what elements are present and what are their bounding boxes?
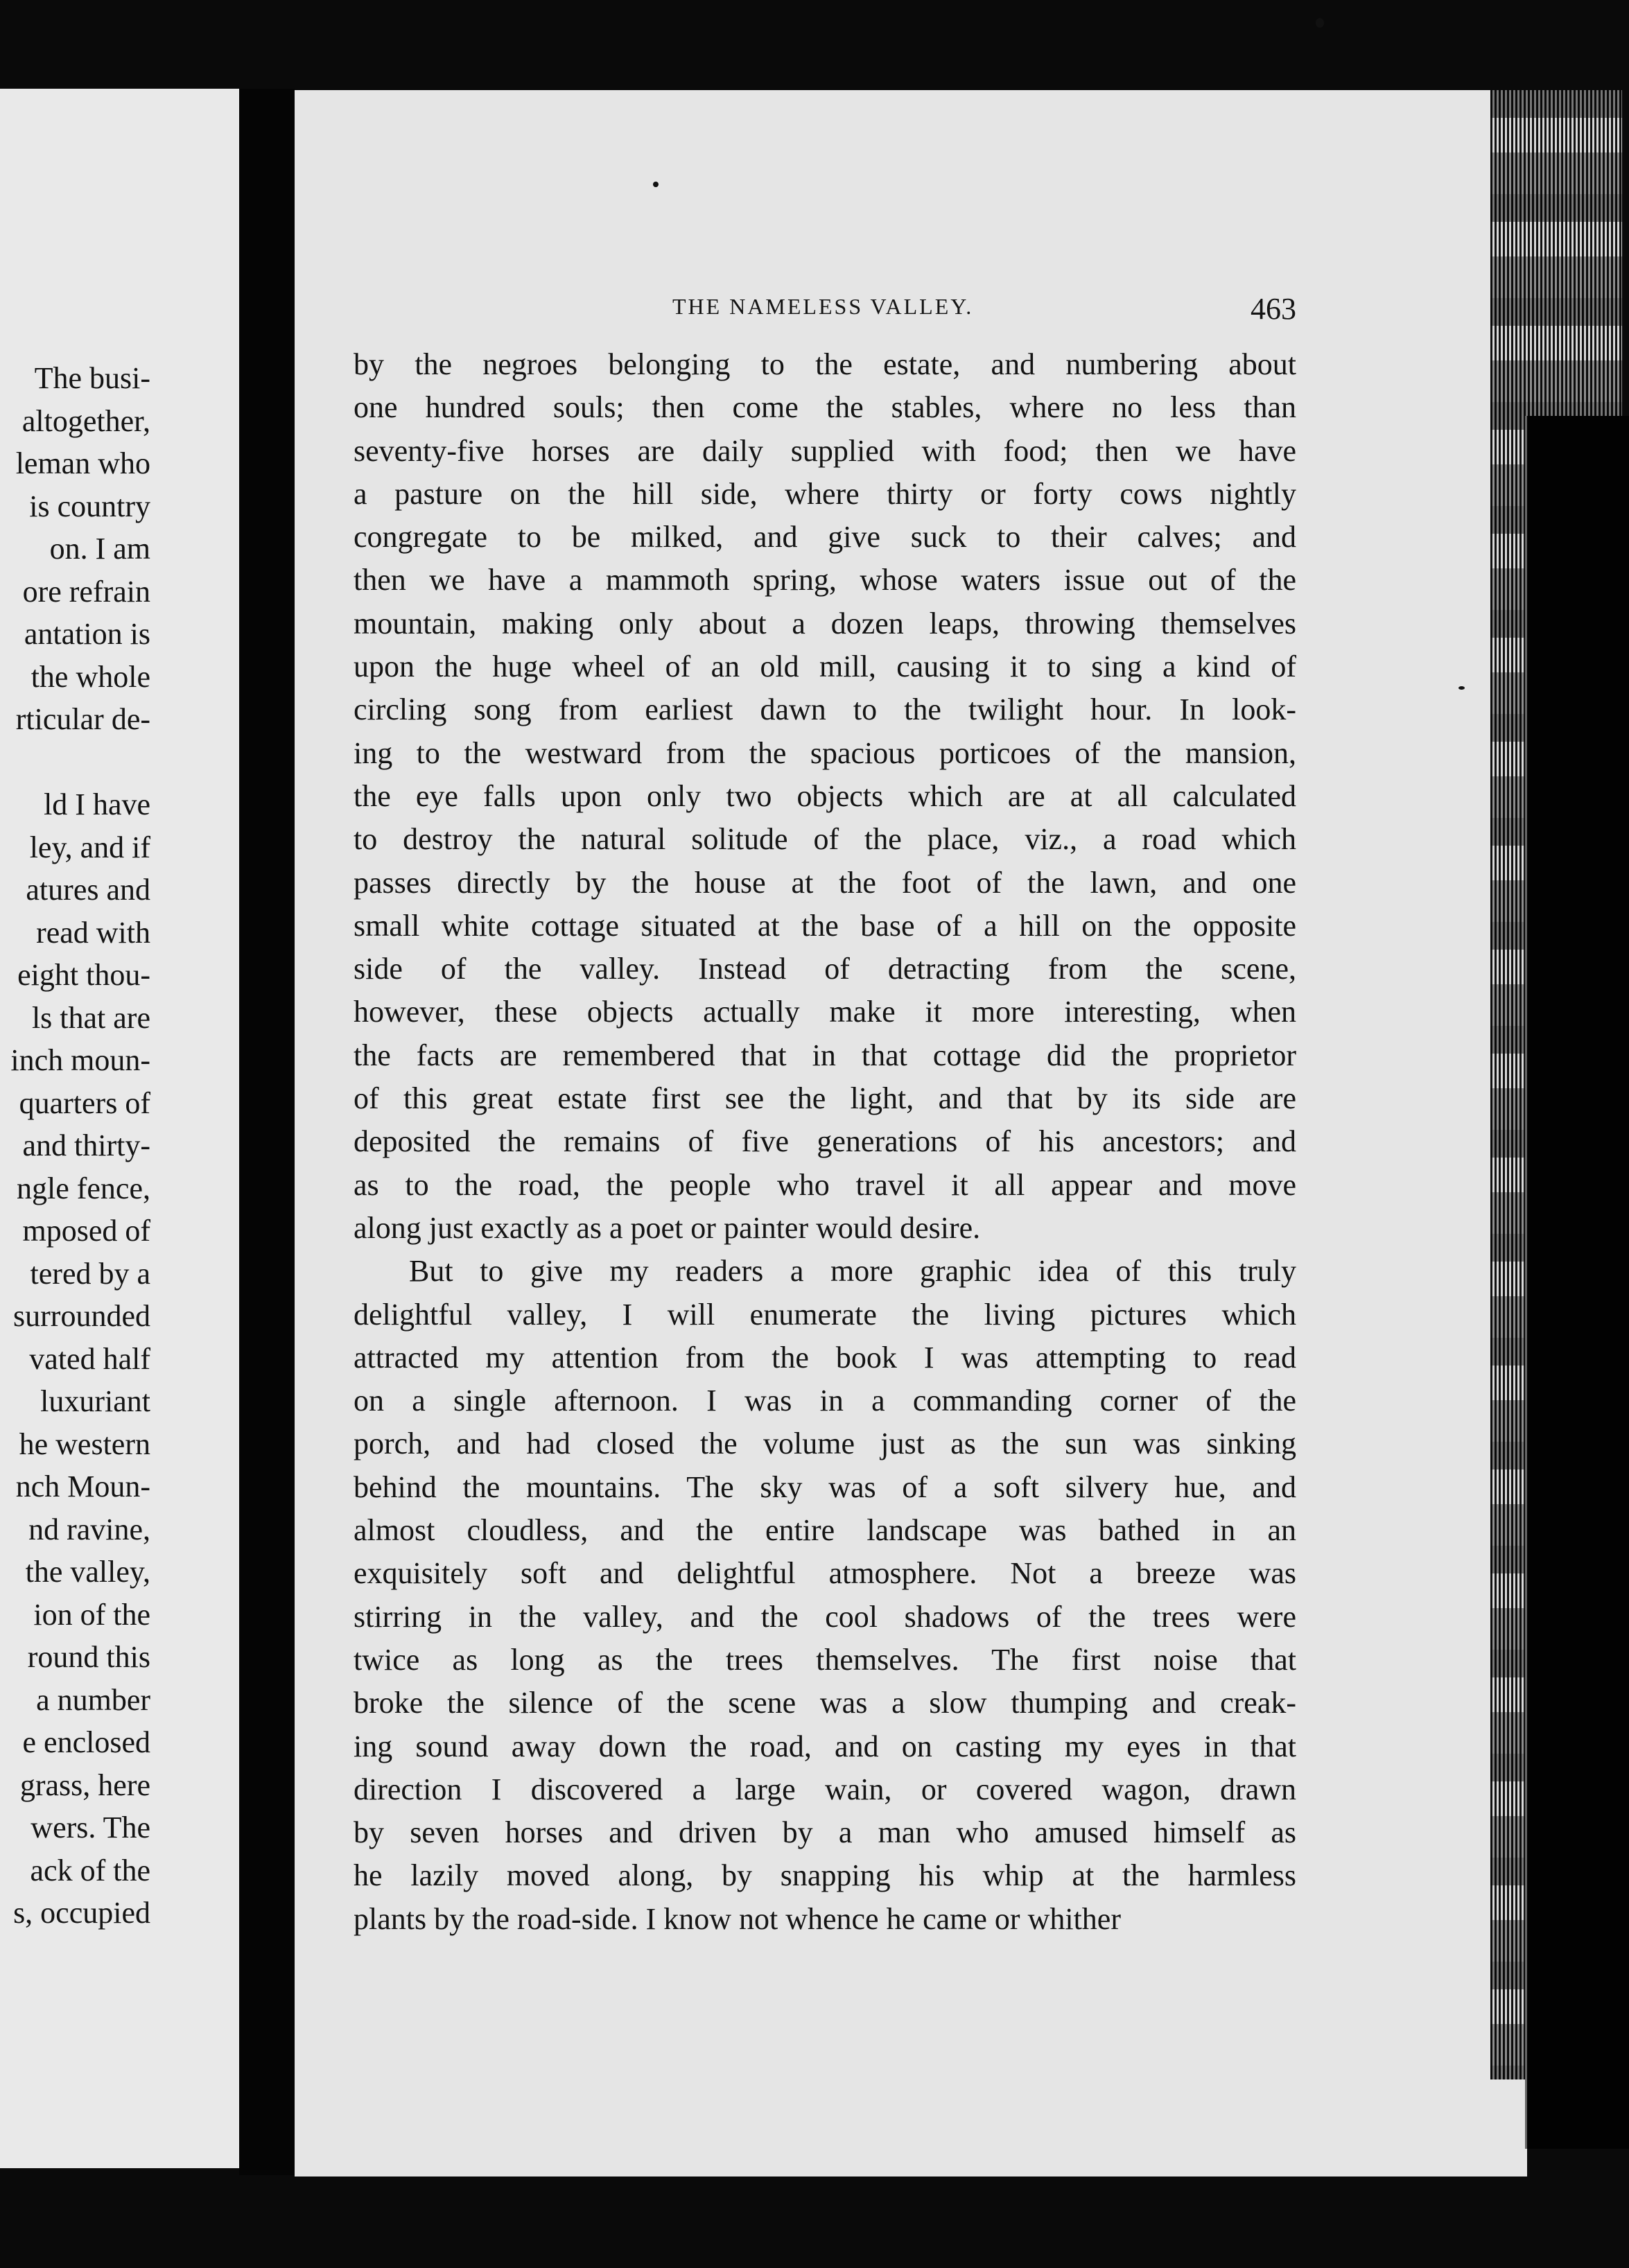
text-line: small white cottage situated at the base of a hill on the opposite [354, 908, 1296, 943]
left-page-line: The busi- [34, 361, 150, 395]
left-page-line: inch moun- [10, 1043, 150, 1077]
left-page-line: ngle fence, [17, 1171, 150, 1205]
text-line: by seven horses and driven by a man who amused himself as [354, 1815, 1296, 1850]
text-line: stirring in the valley, and the cool shadows of the trees were [354, 1599, 1296, 1634]
text-line: ing sound away down the road, and on casting my eyes in that [354, 1729, 1296, 1763]
text-line: one hundred souls; then come the stables, where no less than [354, 390, 1296, 425]
left-page-line: surrounded [13, 1299, 150, 1333]
left-page-line: e enclosed [22, 1725, 150, 1759]
text-line: by the negroes belonging to the estate, and numbering about [354, 347, 1296, 381]
text-line: plants by the road-side. I know not whence he came or whither [354, 1901, 1121, 1936]
text-line: delightful valley, I will enumerate the living pictures which [354, 1297, 1296, 1332]
text-line: the eye falls upon only two objects which are at all calculated [354, 778, 1296, 813]
left-page-line: s, occupied [13, 1896, 150, 1930]
text-line: however, these objects actually make it more interesting, when [354, 995, 1296, 1029]
text-line: along just exactly as a poet or painter would desire. [354, 1210, 981, 1245]
text-line: behind the mountains. The sky was of a soft silvery hue, and [354, 1469, 1296, 1504]
text-line: the facts are remembered that in that cottage did the proprietor [354, 1038, 1296, 1072]
left-page-line: and thirty- [22, 1128, 150, 1162]
left-page-line: antation is [24, 617, 150, 651]
left-page-line: ld I have [44, 787, 150, 821]
ink-speck [1458, 686, 1465, 690]
running-head: THE NAMELESS VALLEY. [672, 294, 974, 319]
left-page-line: ley, and if [29, 830, 150, 864]
left-page-line: ls that are [31, 1000, 150, 1035]
left-page-line: the valley, [25, 1555, 150, 1589]
text-line: exquisitely soft and delightful atmosphere. Not a breeze was [354, 1556, 1296, 1591]
left-page-line: vated half [29, 1341, 150, 1376]
text-line: seventy-five horses are daily supplied with food; then we have [354, 433, 1296, 468]
left-page-line: grass, here [19, 1768, 150, 1802]
text-line: a pasture on the hill side, where thirty or forty cows nightly [354, 476, 1296, 511]
left-page-line: is country [29, 489, 150, 523]
text-line: upon the huge wheel of an old mill, causing it to sing a kind of [354, 649, 1296, 684]
page-number: 463 [1251, 292, 1296, 326]
text-line: then we have a mammoth spring, whose waters issue out of the [354, 563, 1296, 597]
text-line: deposited the remains of five generations of his ancestors; and [354, 1124, 1296, 1159]
left-page-line: rticular de- [15, 702, 150, 736]
text-line: direction I discovered a large wain, or covered wagon, drawn [354, 1772, 1296, 1806]
text-line: on a single afternoon. I was in a commanding corner of the [354, 1384, 1296, 1418]
left-page-line: wers. The [31, 1811, 150, 1844]
left-page-line: quarters of [19, 1085, 150, 1120]
left-page-line: luxuriant [40, 1384, 150, 1418]
left-page-line: altogether, [21, 403, 150, 438]
book-edge-shadow [1525, 416, 1629, 2149]
left-page-line: nch Moun- [15, 1469, 150, 1503]
text-line: of this great estate first see the light, and that by its side are [354, 1081, 1296, 1116]
text-line: mountain, making only about a dozen leaps, throwing themselves [354, 606, 1296, 640]
text-line: circling song from earliest dawn to the twilight hour. In look- [354, 692, 1296, 727]
text-line: passes directly by the house at the foot of the lawn, and one [354, 865, 1296, 900]
body-text [354, 343, 1296, 1941]
left-page-line: ion of the [33, 1597, 150, 1632]
text-line: attracted my attention from the book I was attempting to read [354, 1340, 1296, 1375]
left-page-line: mposed of [22, 1214, 150, 1248]
left-page-line: he western [19, 1427, 150, 1461]
text-line: to destroy the natural solitude of the place, viz., a road which [354, 822, 1296, 857]
left-page-line: ore refrain [22, 574, 150, 609]
text-line: ing to the westward from the spacious porticoes of the mansion, [354, 735, 1296, 770]
text-line: side of the valley. Instead of detracting from the scene, [354, 952, 1296, 986]
ink-speck [653, 182, 659, 187]
text-line: congregate to be milked, and give suck to their calves; and [354, 520, 1296, 555]
page-header [672, 291, 1296, 333]
left-page-line: eight thou- [17, 958, 150, 992]
left-page-line: the whole [31, 659, 150, 694]
text-line: he lazily moved along, by snapping his whip at the harmless [354, 1858, 1296, 1893]
left-page-line: round this [27, 1640, 150, 1674]
left-page [0, 89, 239, 2168]
ink-speck [1316, 18, 1324, 28]
left-page-line: nd ravine, [28, 1512, 150, 1546]
left-page-line: a number [36, 1682, 150, 1717]
left-page-line: on. I am [49, 532, 150, 566]
text-line: twice as long as the trees themselves. The first noise that [354, 1642, 1296, 1677]
text-line: But to give my readers a more graphic idea of this truly [409, 1254, 1296, 1289]
left-page-line: leman who [15, 446, 150, 480]
text-line: almost cloudless, and the entire landscape was bathed in an [354, 1513, 1296, 1548]
left-page-line: tered by a [30, 1256, 150, 1291]
book-gutter [239, 89, 295, 2175]
left-page-line: atures and [26, 873, 150, 907]
text-line: broke the silence of the scene was a slow thumping and creak- [354, 1686, 1296, 1720]
left-page-line: ack of the [30, 1853, 150, 1887]
left-page-line: read with [36, 915, 150, 950]
text-line: as to the road, the people who travel it all appear and move [354, 1167, 1296, 1202]
text-line: porch, and had closed the volume just as the sun was sinking [354, 1427, 1296, 1461]
